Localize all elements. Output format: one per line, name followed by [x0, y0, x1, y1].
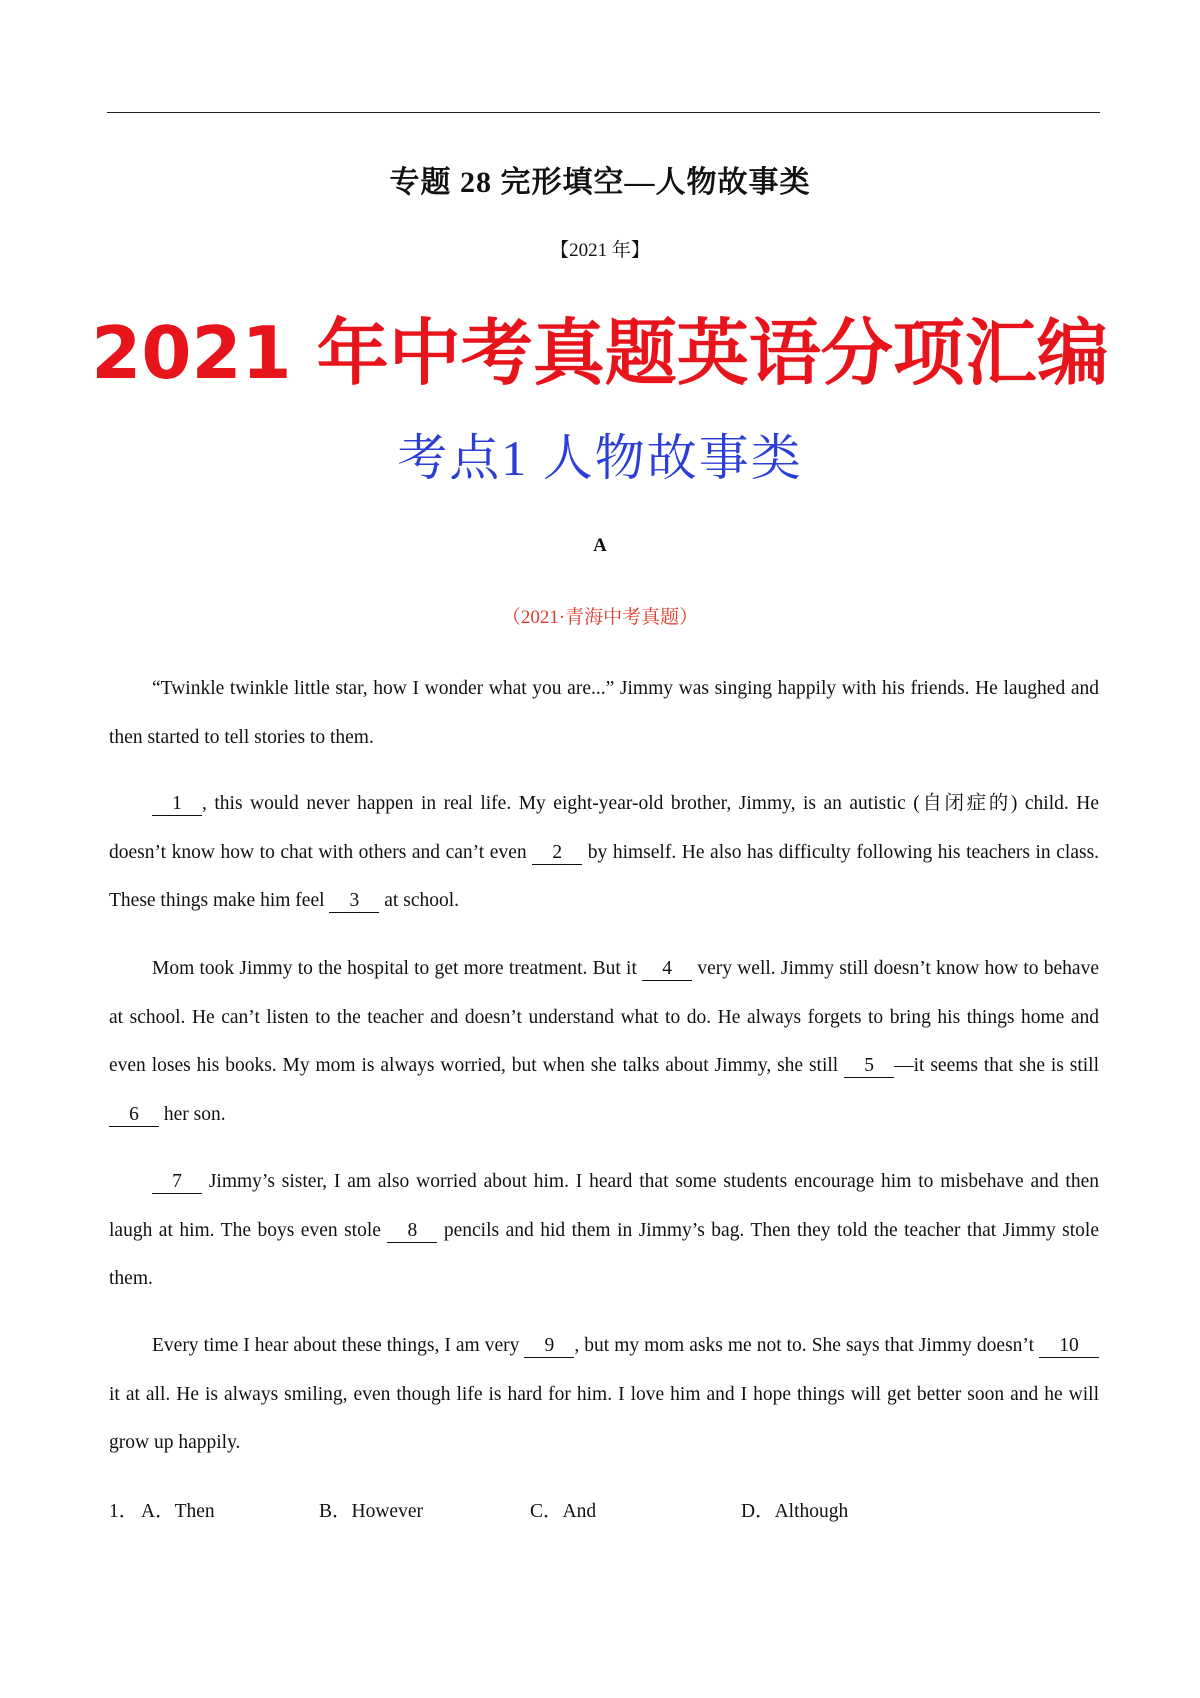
year-tag: 【2021 年】 [550, 240, 650, 261]
blank-5: 5 [844, 1055, 894, 1078]
sub-banner-title: 考点1 人物故事类 [397, 430, 803, 486]
option-b[interactable]: B．However [319, 1501, 423, 1522]
paragraph-3-text-1: Mom took Jimmy to the hospital to get more treatment. But it [152, 958, 637, 979]
option-c[interactable]: C．And [530, 1501, 597, 1522]
blank-7: 7 [152, 1171, 202, 1194]
paragraph-2 [109, 780, 1099, 926]
question-1-options [109, 1495, 1099, 1525]
paragraph-3-text-4: her son. [163, 1103, 226, 1125]
blank-4: 4 [642, 958, 692, 981]
paragraph-4-text-2: pencils and hid them in Jimmy’s bag. Then they told the teacher that Jimmy stole them. [109, 1219, 1100, 1289]
option-d[interactable]: D．Although [741, 1501, 849, 1522]
blank-6: 6 [109, 1104, 159, 1127]
paragraph-5-text-1: Every time I hear about these things, I am very [152, 1335, 520, 1356]
blank-2: 2 [532, 842, 582, 865]
blank-1: 1 [152, 793, 202, 816]
blank-9: 9 [524, 1335, 574, 1358]
passage-source: （2021·青海中考真题） [501, 607, 699, 628]
top-rule [107, 112, 1100, 113]
blank-3: 3 [329, 890, 379, 913]
paragraph-3-text-2: very well. Jimmy still doesn’t know how to behave at school. He can’t listen to the teacher and doesn’t understand what to do. He always forgets to bring his things home and even loses his books. My mom is always worried, but when she talks about Jimmy, she still [109, 958, 1099, 1076]
option-a[interactable]: A．Then [141, 1501, 215, 1522]
paragraph-3 [109, 945, 1099, 1139]
paragraph-4-text-1: Jimmy’s sister, I am also worried about him. I heard that some students encourage him to misbehave and then laugh at him. The boys even stole [109, 1171, 1100, 1241]
paragraph-5 [109, 1322, 1099, 1468]
paragraph-5-text-2: , but my mom asks me not to. She says that Jimmy doesn’t [574, 1335, 1034, 1356]
paragraph-5-text-3: it at all. He is always smiling, even though life is hard for him. I love him and I hope things will get better soon and he will grow up happily. [109, 1383, 1099, 1453]
paragraph-1: “Twinkle twinkle little star, how I wonder what you are...” Jimmy was singing happily with his friends. He laughed and then started to tell stories to them. [109, 678, 1099, 748]
paragraph-2-text-3: at school. [384, 890, 460, 911]
banner-title: 2021 年中考真题英语分项汇编 [91, 311, 1109, 395]
paragraph-2-text-2: by himself. He also has difficulty following his teachers in class. These things make him feel [109, 841, 1100, 911]
blank-8: 8 [387, 1220, 437, 1243]
question-1-number: 1． [109, 1501, 139, 1522]
paragraph-3-text-3: —it seems that she is still [894, 1055, 1099, 1076]
paragraph-2-text-1: , this would never happen in real life. My eight-year-old brother, Jimmy, is an autistic (自闭症的) child. He doesn’t know how to chat with others and can’t even [109, 793, 1099, 863]
blank-10: 10 [1039, 1335, 1099, 1358]
section-label: A [593, 535, 607, 556]
topic-title: 专题 28 完形填空—人物故事类 [389, 166, 811, 199]
paragraph-4 [109, 1158, 1099, 1304]
